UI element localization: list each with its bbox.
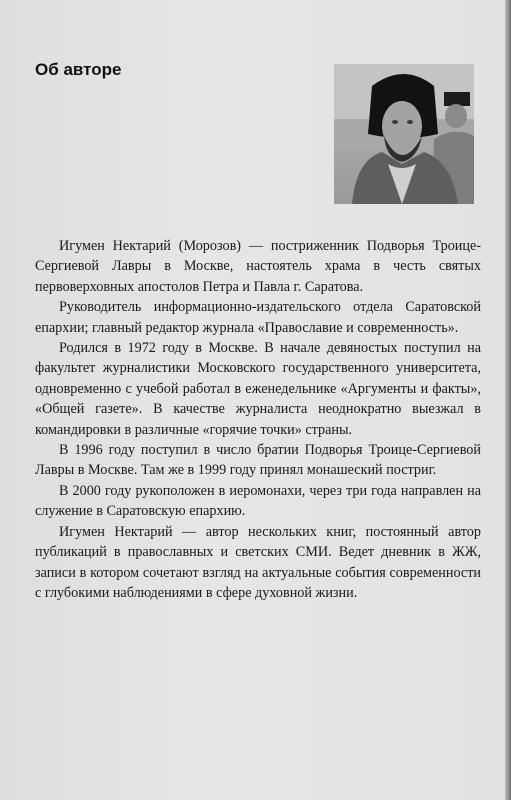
- bio-paragraph: В 2000 году рукоположен в иеромонахи, через три года направлен на служение в Саратовскую епархию.: [35, 482, 481, 520]
- bio-paragraph: Игумен Нектарий (Морозов) — постриженник Подворья Троице-Сергиевой Лавры в Москве, настоятель храма в честь святых первоверховных апостолов Петра и Павла г. Саратова.: [35, 238, 481, 295]
- bio-paragraph: В 1996 году поступил в число братии Подворья Троице-Сергиевой Лавры в Москве. Там же в 1999 году принял монашеский постриг.: [35, 442, 481, 479]
- author-portrait-icon: [334, 64, 474, 204]
- bio-paragraph: Руководитель информационно-издательского отдела Саратовской епархии; главный редактор журнала «Православие и современность».: [35, 299, 481, 336]
- author-portrait: [334, 64, 474, 204]
- bio-paragraph: Родился в 1972 году в Москве. В начале девяностых поступил на факультет журналистики Московского государственного университета, одновременно с учебой работал в еженедельнике «Аргументы и факты», «Общей газете». В качестве журналиста неоднократно выезжал в командировки в различные «горячие точки» страны.: [35, 340, 481, 438]
- bio-paragraph: Игумен Нектарий — автор нескольких книг, постоянный автор публикаций в православных и светских СМИ. Ведет дневник в ЖЖ, записи в котором сочетают взгляд на актуальные события современности с глубокими наблюдениями в сфере духовной жизни.: [35, 523, 481, 601]
- page-edge-shadow: [505, 0, 511, 800]
- author-bio: [35, 236, 481, 603]
- section-heading: Об авторе: [35, 60, 122, 79]
